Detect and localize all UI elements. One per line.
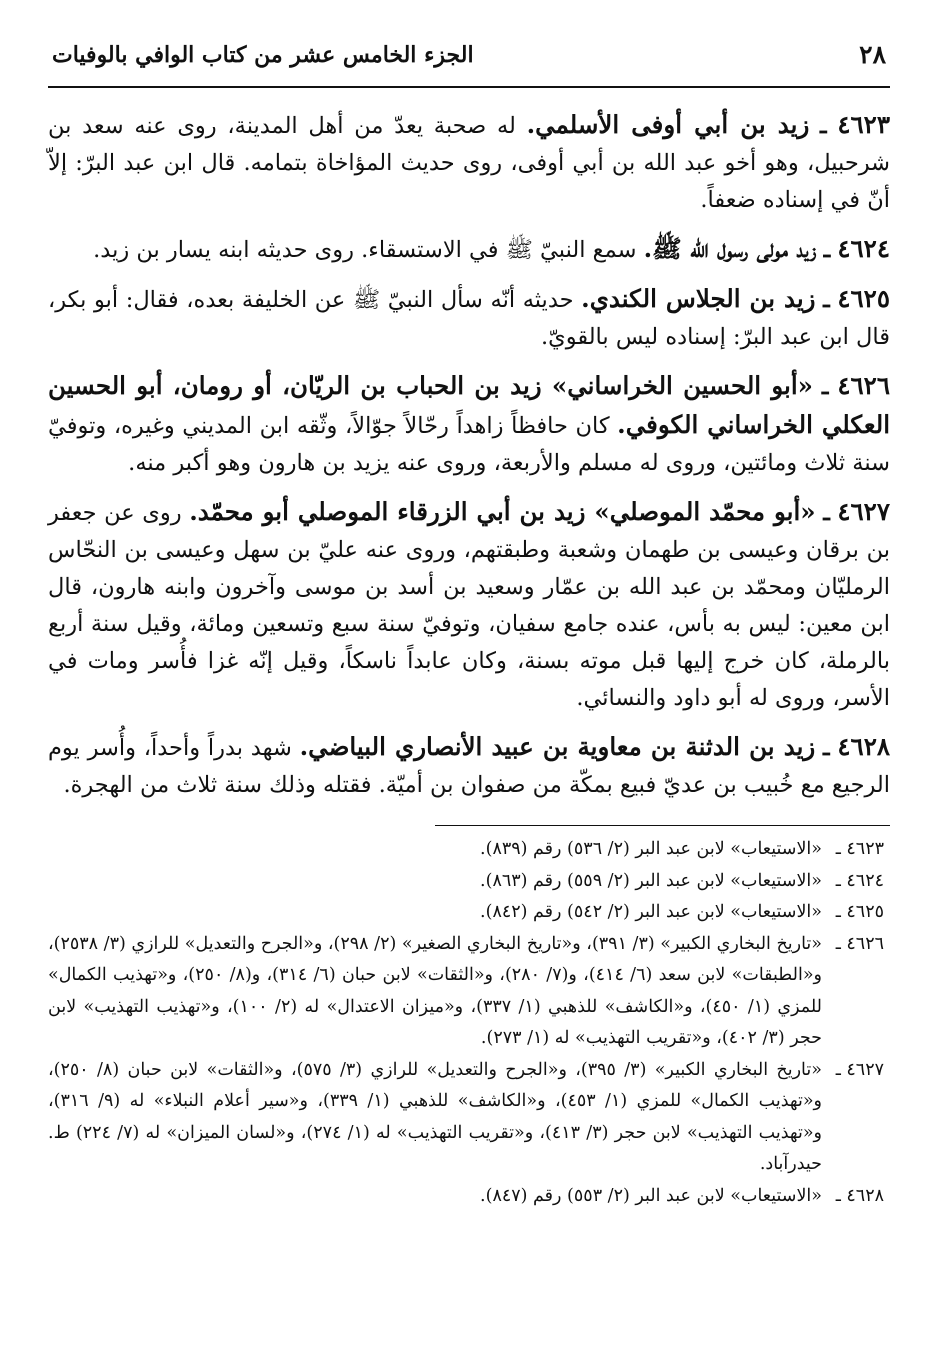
footnote-text: «تاريخ البخاري الكبير» (٣/ ٣٩٥)، و«الجرح والتعديل» للرازي (٣/ ٥٧٥)، و«الثقات» لابن حبان (٨/ ٢٥٠)، و«تهذيب الكمال» للمزي (١/ ٤٥٣)، و«الكاشف» للذهبي (١/ ٣٣٩)، و«سير أعلام النبلاء» له (٩/ ٣١٦)، و«تهذيب التهذيب» لابن حجر (٣/ ٤١٣)، و«تقريب التهذيب» له (١/ ٢٧٤)، و«لسان الميزان» له (٧/ ٢٢٤) ط. حيدرآباد. (48, 1059, 823, 1174)
footnote (48, 1181, 884, 1213)
page-header (48, 36, 890, 88)
entry-text: شهد بدراً وأحداً، وأُسر يوم الرجيع مع خُبيب بن عديّ فبيع بمكّة من صفوان بن أميّة. فقتله وذلك سنة ثلاث من الهجرة. (48, 735, 890, 798)
footnote-text: «الاستيعاب» لابن عبد البر (٢/ ٥٥٩) رقم (٨٦٣). (480, 870, 822, 891)
entry-name: زيد بن الدثنة بن معاوية بن عبيد الأنصاري البياضي. (299, 732, 816, 761)
footnote (48, 866, 884, 898)
entry: ٤٦٢٧ ـ «أبو محمّد الموصلي» زيد بن أبي الزرقاء الموصلي أبو محمّد. روى عن جعفر بن برقان وعيسى بن طهمان وشعبة وطبقتهم، وروى عنه عليّ بن سهل وعيسى بن النحّاس الرمليّان ومحمّد بن عبد الله بن عمّار وسعيد بن أسد بن موسى وآخرون وابنه هارون، قال ابن معين: ليس به بأس، عنده جامع سفيان، وتوفيّ سنة سبع وتسعين ومائة، وقيل سنة أربع بالرملة، كان خرج إليها قبل موته بسنة، وكان عابداً ناسكاً، وقيل إنّه غزا فأُسر ومات في الأسر، وروى له أبو داود والنسائي. (48, 497, 890, 711)
footnotes (48, 834, 884, 1212)
footnote-text: «الاستيعاب» لابن عبد البر (٢/ ٥٤٢) رقم (٨٤٢). (480, 902, 822, 922)
entry-number: ٤٦٢٦ (837, 371, 890, 400)
entry-name: زيد مولى رسول الله ﷺ. (643, 234, 817, 263)
entry-text: سمع النبيّ ﷺ في الاستسقاء. روى حديثه ابنه يسار بن زيد. (93, 237, 637, 263)
entry-text: روى عن جعفر بن برقان وعيسى بن طهمان وشعبة وطبقتهم، وروى عنه عليّ بن سهل وعيسى بن النحّاس الرمليّان ومحمّد بن عبد الله بن عمّار وسعيد بن أسد بن موسى وآخرون وابنه هارون، قال ابن معين: ليس به بأس، عنده جامع سفيان، وتوفيّ سنة سبع وتسعين ومائة، وقيل سنة أربع بالرملة، كان خرج إليها قبل موته بسنة، وكان عابداً ناسكاً، وقيل إنّه غزا فأُسر ومات في الأسر، وروى له أبو داود والنسائي. (48, 500, 890, 711)
entry: ٤٦٢٥ ـ زيد بن الجلاس الكندي. حديثه أنّه سأل النبيّ ﷺ عن الخليفة بعده، فقال: أبو بكر، قال ابن عبد البرّ: إسناده ليس بالقويّ. (48, 284, 890, 350)
footnote-text: «تاريخ البخاري الكبير» (٣/ ٣٩١)، و«تاريخ البخاري الصغير» (٢/ ٢٩٨)، و«الجرح والتعديل» للرازي (٣/ ٢٥٣٨)، و«الطبقات» لابن سعد (٦/ ٤١٤)، و(٧/ ٢٨٠)، و«الثقات» لابن حبان (٦/ ٣١٤)، و(٨/ ٢٥٠)، و«تهذيب الكمال» للمزي (١/ ٤٥٠)، و«الكاشف» للذهبي (١/ ٣٣٧)، و«ميزان الاعتدال» له (٢/ ١٠٠)، و«تهذيب التهذيب» لابن حجر (٣/ ٤٠٢)، و«تقريب التهذيب» له (١/ ٢٧٣). (48, 933, 823, 1048)
entry-name: «أبو محمّد الموصلي» زيد بن أبي الزرقاء الموصلي أبو محمّد. (189, 497, 816, 526)
footnote-number: ٤٦٢٤ ـ (835, 870, 884, 891)
entry-name: زيد بن أبي أوفى الأسلمي. (526, 110, 810, 139)
footnote-text: «الاستيعاب» لابن عبد البر (٢/ ٥٥٣) رقم (٨٤٧). (480, 1185, 822, 1206)
entry: ٤٦٢٦ ـ «أبو الحسين الخراساني» زيد بن الحباب بن الريّان، أو رومان، أبو الحسين العكلي الخراساني الكوفي. كان حافظاً زاهداً رحّالاً جوّالاً، وثّقه ابن المديني وغيره، وتوفيّ سنة ثلاث ومائتين، وروى له مسلم والأربعة، وروى عنه يزيد بن هارون وهو أكبر منه. (48, 371, 890, 476)
running-title: الجزء الخامس عشر من كتاب الوافي بالوفيات (52, 42, 474, 68)
footnote-divider (435, 825, 890, 826)
footnote (48, 834, 884, 866)
footnote-number: ٤٦٢٨ ـ (835, 1185, 884, 1206)
entry-text: حديثه أنّه سأل النبيّ ﷺ عن الخليفة بعده، فقال: أبو بكر، قال ابن عبد البرّ: إسناده ليس بالقويّ. (48, 287, 890, 350)
page-number: ٢٨ (859, 40, 886, 69)
footnote (48, 897, 884, 929)
entry: ٤٦٢٣ ـ زيد بن أبي أوفى الأسلمي. له صحبة يعدّ من أهل المدينة، روى عنه سعد بن شرحبيل، وهو أخو عبد الله بن أبي أوفى، روى حديث المؤاخاة بتمامه. قال ابن عبد البرّ: إلاّ أنّ في إسناده ضعفاً. (48, 110, 890, 213)
entry-number: ٤٦٢٨ (837, 732, 891, 761)
entry-number: ٤٦٢٣ (837, 110, 890, 139)
footnote (48, 1055, 884, 1181)
footnote-number: ٤٦٢٦ ـ (835, 933, 884, 954)
footnote-text: «الاستيعاب» لابن عبد البر (٢/ ٥٣٦) رقم (٨٣٩). (480, 839, 822, 859)
entry: ٤٦٢٤ ـ زيد مولى رسول الله ﷺ. سمع النبيّ ﷺ في الاستسقاء. روى حديثه ابنه يسار بن زيد. (93, 234, 890, 263)
entry-number: ٤٦٢٧ (837, 497, 890, 526)
entry-text: كان حافظاً زاهداً رحّالاً جوّالاً، وثّقه ابن المديني وغيره، وتوفيّ سنة ثلاث ومائتين، وروى له مسلم والأربعة، وروى عنه يزيد بن هارون وهو أكبر منه. (48, 413, 890, 476)
entries (48, 106, 890, 804)
entry-number: ٤٦٢٥ (837, 284, 890, 313)
footnote-number: ٤٦٢٣ ـ (835, 839, 884, 859)
entry-name: «أبو الحسين الخراساني» زيد بن الحباب بن الريّان، أو رومان، أبو الحسين العكلي الخراساني الكوفي. (48, 371, 890, 439)
entry: ٤٦٢٨ ـ زيد بن الدثنة بن معاوية بن عبيد الأنصاري البياضي. شهد بدراً وأحداً، وأُسر يوم الرجيع مع خُبيب بن عديّ فبيع بمكّة من صفوان بن أميّة. فقتله وذلك سنة ثلاث من الهجرة. (48, 732, 891, 798)
entry-number: ٤٦٢٤ (837, 234, 890, 263)
entry-text: له صحبة يعدّ من أهل المدينة، روى عنه سعد بن شرحبيل، وهو أخو عبد الله بن أبي أوفى، روى حديث المؤاخاة بتمامه. قال ابن عبد البرّ: إلاّ أنّ في إسناده ضعفاً. (48, 113, 890, 213)
book-page (48, 36, 890, 1212)
footnote (48, 929, 884, 1055)
footnote-number: ٤٦٢٧ ـ (835, 1059, 884, 1080)
footnote-number: ٤٦٢٥ ـ (835, 902, 884, 922)
entry-name: زيد بن الجلاس الكندي. (581, 284, 816, 313)
